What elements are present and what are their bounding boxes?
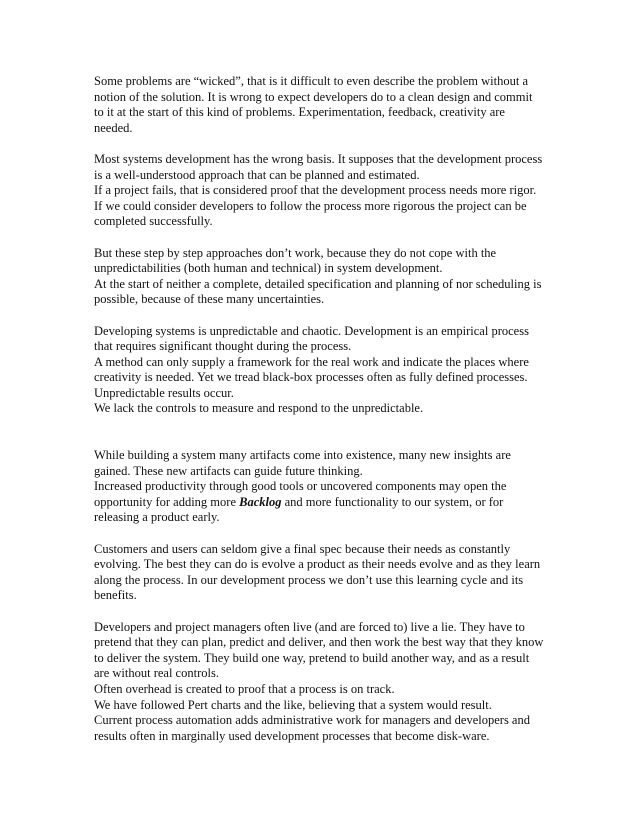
text-line: Most systems development has the wrong basis. It supposes that the development process [94, 151, 543, 166]
text-line: Current process automation adds administrative work for managers and developers and [94, 713, 530, 728]
text-line: benefits. [94, 588, 137, 603]
text-line: pretend that they can plan, predict and deliver, and then work the best way that they know [94, 635, 544, 650]
text-line: gained. These new artifacts can guide future thinking. [94, 463, 363, 478]
paragraph-live-a-lie [94, 620, 549, 745]
text-line: results often in marginally used development processes that become disk-ware. [94, 728, 490, 743]
text-line: Some problems are “wicked”, that is it difficult to even describe the problem without a [94, 74, 529, 88]
text-line: If we could consider developers to follow the process more rigorous the project can be [94, 198, 527, 213]
paragraph-artifacts [94, 448, 549, 526]
text-segment: opportunity for adding more [94, 494, 240, 509]
text-line: Developers and project managers often live (and are forced to) live a lie. They have to [94, 619, 525, 634]
text-line: creativity is needed. Yet we tread black-box processes often as fully defined processes. [94, 370, 528, 385]
text-line: that requires significant thought during the process. [94, 339, 352, 354]
paragraph-wicked-problems [94, 74, 549, 136]
text-line: While building a system many artifacts come into existence, many new insights are [94, 448, 511, 463]
text-line: completed successfully. [94, 214, 213, 229]
text-line: notion of the solution. It is wrong to expect developers do to a clean design and commit [94, 89, 533, 104]
text-line: Often overhead is created to proof that a process is on track. [94, 681, 395, 696]
text-line: are without real controls. [94, 666, 219, 681]
text-line: But these step by step approaches don’t work, because they do not cope with the [94, 245, 497, 260]
text-line: needed. [94, 120, 133, 135]
text-line: We have followed Pert charts and the like, believing that a system would result. [94, 697, 492, 712]
text-line: to it at the start of this kind of problems. Experimentation, feedback, creativity are [94, 105, 505, 120]
text-line: Customers and users can seldom give a final spec because their needs as constantly [94, 541, 511, 556]
text-line-with-emphasis [94, 495, 549, 511]
text-line: unpredictabilities (both human and technical) in system development. [94, 261, 443, 276]
text-line: At the start of neither a complete, detailed specification and planning of nor scheduling is [94, 276, 542, 291]
paragraph-wrong-basis [94, 152, 549, 230]
paragraph-unpredictable-chaotic [94, 324, 549, 418]
text-line: We lack the controls to measure and respond to the unpredictable. [94, 401, 424, 416]
paragraph-step-by-step [94, 246, 549, 308]
text-segment: and more functionality to our system, or for [281, 494, 504, 509]
text-line: releasing a product early. [94, 510, 220, 525]
text-line: Developing systems is unpredictable and chaotic. Development is an empirical process [94, 323, 529, 338]
backlog-emphasis: Backlog [239, 494, 282, 509]
text-line: to deliver the system. They build one way, pretend to build another way, and as a result [94, 650, 530, 665]
text-line: is a well-understood approach that can be planned and estimated. [94, 167, 420, 182]
text-line: If a project fails, that is considered proof that the development process needs more rigor. [94, 183, 537, 198]
text-line: Unpredictable results occur. [94, 385, 234, 400]
text-line: possible, because of these many uncertainties. [94, 292, 325, 307]
text-line: Increased productivity through good tools or uncovered components may open the [94, 479, 507, 494]
document-body [94, 74, 549, 760]
text-line: A method can only supply a framework for the real work and indicate the places where [94, 354, 529, 369]
paragraph-customers-users [94, 542, 549, 604]
text-line: along the process. In our development process we don’t use this learning cycle and its [94, 572, 524, 587]
text-line: evolving. The best they can do is evolve a product as their needs evolve and as they learn [94, 557, 541, 572]
